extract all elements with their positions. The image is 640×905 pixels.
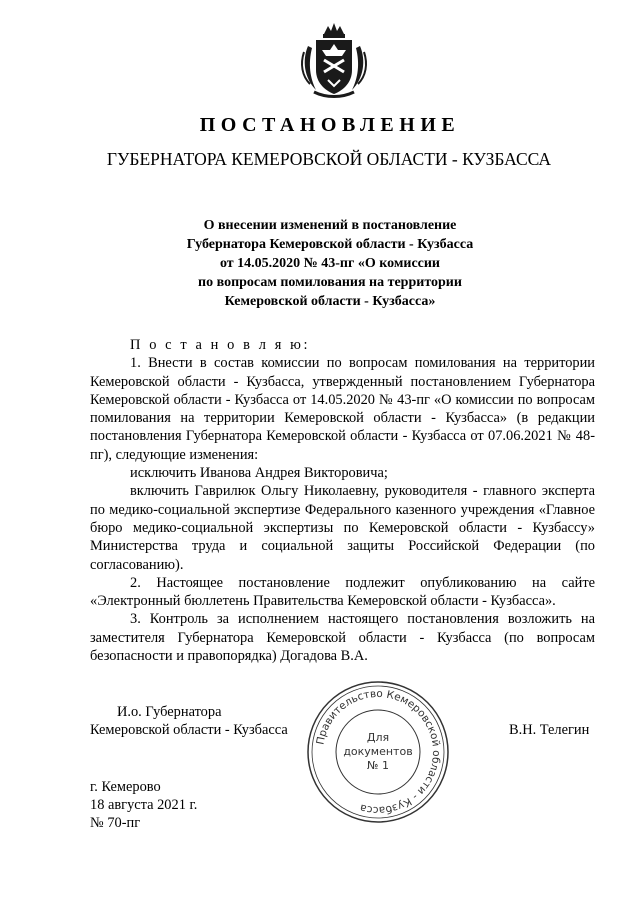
heading-line: по вопросам помилования на территории	[198, 275, 462, 290]
stamp-line: документов	[343, 745, 413, 758]
paragraph-1: 1. Внести в состав комиссии по вопросам помилования на территории Кемеровской области - Кузбасса, утвержденный постановлением Губернатора Кемеровской области - Кузбасса от 14.05.2020 № 43-пг «О комиссии по вопросам помилования на территории Кемеровской области - Кузбасса» (в редакции постановления Губернатора Кемеровской области - Кузбасса от 07.06.2021 № 48-пг), следующие изменения:	[90, 355, 595, 463]
footer-number: № 70-пг	[90, 815, 141, 831]
footer-city: г. Кемерово	[90, 779, 161, 795]
paragraph-1-include: включить Гаврилюк Ольгу Николаевну, руководителя - главного эксперта по медико-социальной экспертизе Федерального казенного учреждения «Главное бюро медико-социальной экспертизы по Кемеровской области - Кузбассу» Министерства труда и социальной защиты Российской Федерации (по согласованию).	[90, 483, 595, 573]
resolution-body	[90, 336, 595, 665]
document-subtitle: ГУБЕРНАТОРА КЕМЕРОВСКОЙ ОБЛАСТИ - КУЗБАССА	[106, 149, 552, 169]
stamp-ring-text: Правительство Кемеровской области - Кузбасса	[314, 687, 443, 817]
paragraph-1-exclude: исключить Иванова Андрея Викторовича;	[130, 465, 388, 482]
footer-date: 18 августа 2021 г.	[90, 797, 198, 813]
heading-line: от 14.05.2020 № 43-пг «О комиссии	[219, 256, 440, 271]
stamp-line: № 1	[367, 759, 389, 772]
signatory-name: В.Н. Телегин	[509, 722, 590, 738]
resolution-intro: П о с т а н о в л я ю:	[130, 337, 311, 353]
official-stamp	[303, 677, 453, 827]
document-title: ПОСТАНОВЛЕНИЕ	[199, 114, 461, 136]
heading-line: Губернатора Кемеровской области - Кузбасса	[186, 237, 474, 252]
resolution-heading	[170, 216, 490, 311]
coat-of-arms-emblem	[298, 20, 370, 100]
stamp-line: Для	[366, 731, 390, 744]
signatory-region: Кемеровской области - Кузбасса	[90, 722, 288, 738]
paragraph-3: 3. Контроль за исполнением настоящего постановления возложить на заместителя Губернатора Кемеровской области - Кузбасса (по вопросам безопасности и правопорядка) Догадова В.А.	[90, 611, 595, 665]
signatory-title: И.о. Губернатора	[117, 704, 222, 720]
heading-line: О внесении изменений в постановление	[203, 218, 457, 233]
heading-line: Кемеровской области - Кузбасса»	[224, 294, 436, 309]
paragraph-2: 2. Настоящее постановление подлежит опубликованию на сайте «Электронный бюллетень Правительства Кемеровской области - Кузбасса».	[90, 574, 595, 610]
